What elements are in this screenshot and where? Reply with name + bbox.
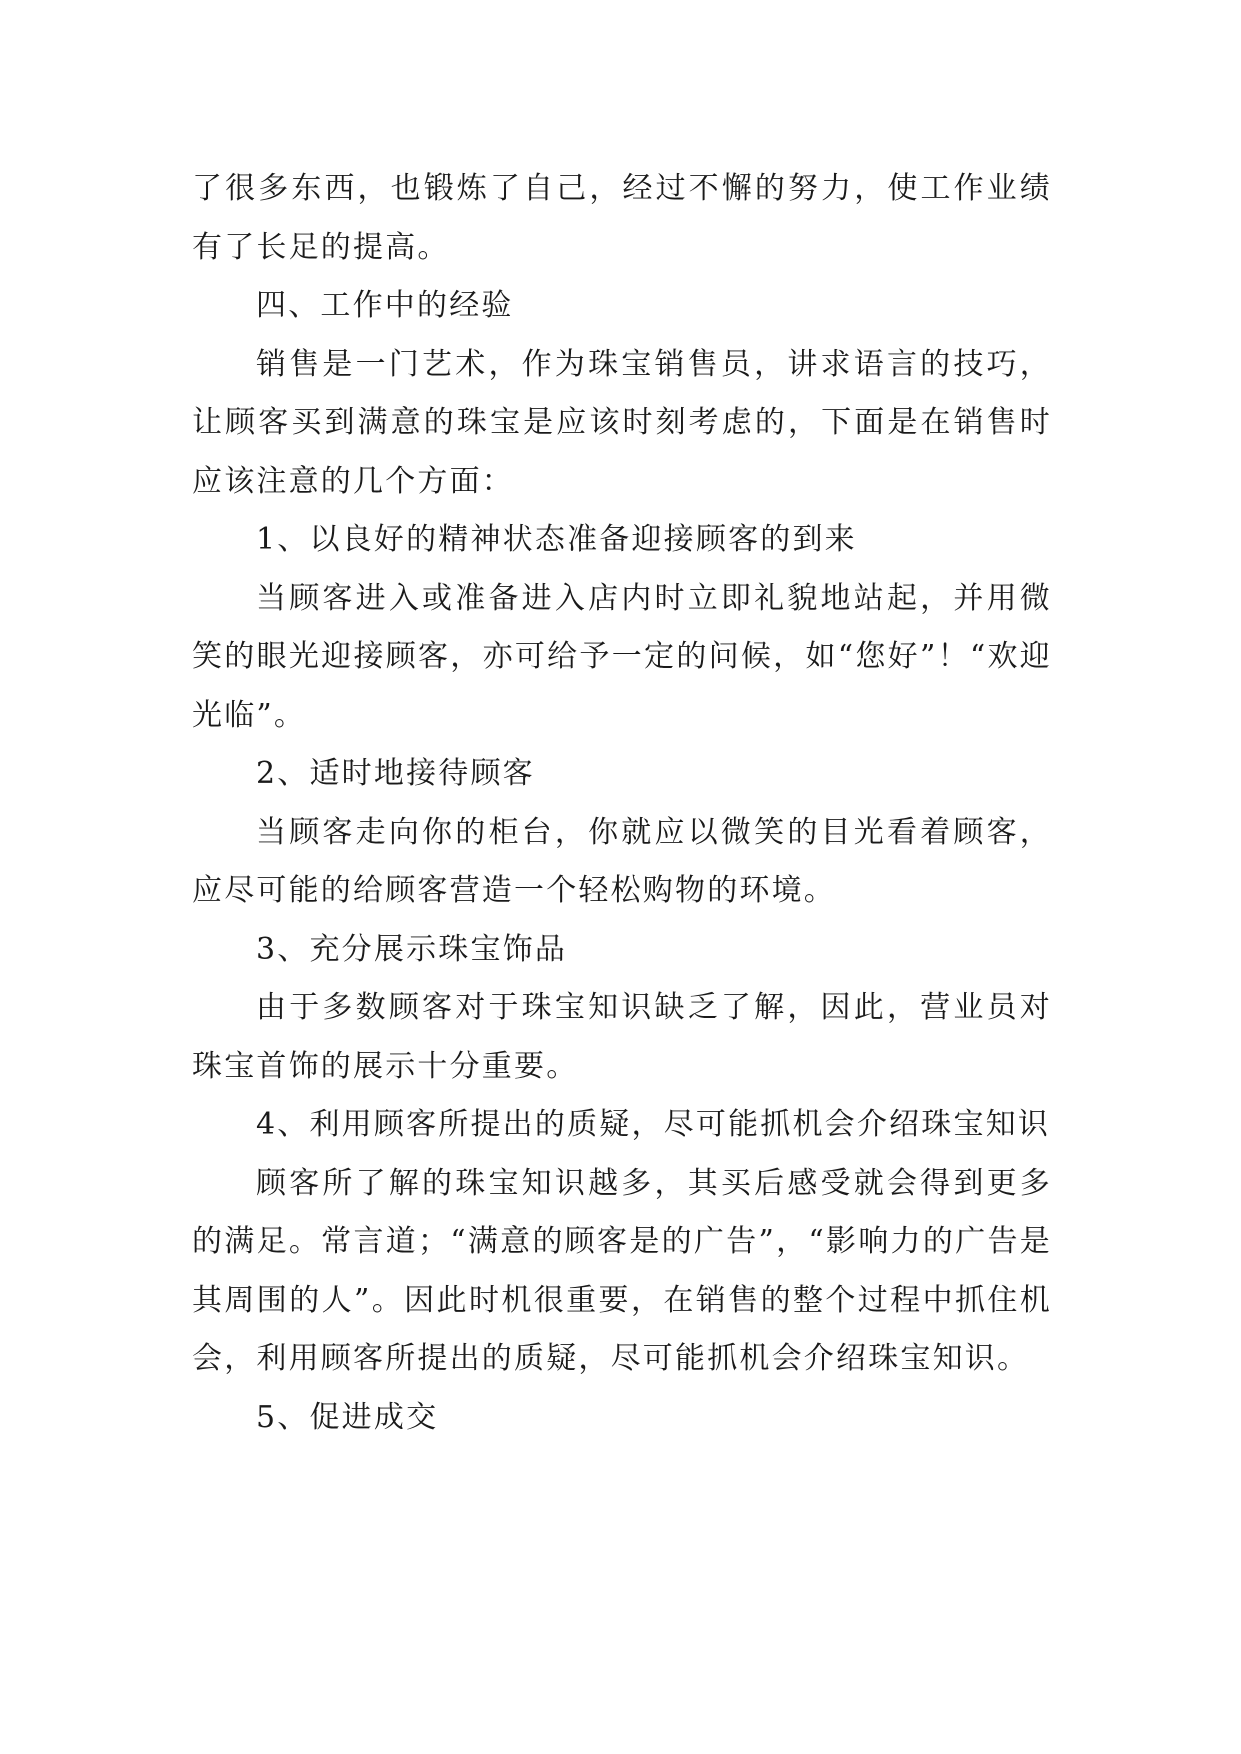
list-item-heading: 2、适时地接待顾客 <box>256 756 535 791</box>
paragraph-continued: 了很多东西，也锻炼了自己，经过不懈的努力，使工作业绩有了长足的提高。 <box>192 171 1052 265</box>
paragraph: 顾客所了解的珠宝知识越多，其买后感受就会得到更多的满足。常言道；“满意的顾客是的广告”，“影响力的广告是其周围的人”。因此时机很重要，在销售的整个过程中抓住机会，利用顾客所提出的质疑，尽可能抓机会介绍珠宝知识。 <box>192 1165 1052 1376</box>
paragraph: 销售是一门艺术，作为珠宝销售员，讲求语言的技巧，让顾客买到满意的珠宝是应该时刻考虑的，下面是在销售时应该注意的几个方面： <box>192 346 1052 499</box>
document-body <box>192 160 1052 1447</box>
paragraph: 由于多数顾客对于珠宝知识缺乏了解，因此，营业员对珠宝首饰的展示十分重要。 <box>192 990 1052 1084</box>
paragraph: 当顾客进入或准备进入店内时立即礼貌地站起，并用微笑的眼光迎接顾客，亦可给予一定的问候，如“您好”！“欢迎光临”。 <box>192 580 1052 733</box>
list-item-heading: 5、促进成交 <box>256 1399 439 1435</box>
list-item-heading: 4、利用顾客所提出的质疑，尽可能抓机会介绍珠宝知识 <box>256 1107 1051 1142</box>
list-item-heading: 3、充分展示珠宝饰品 <box>256 931 568 967</box>
list-item-heading: 1、以良好的精神状态准备迎接顾客的到来 <box>256 522 857 557</box>
paragraph: 当顾客走向你的柜台，你就应以微笑的目光看着顾客，应尽可能的给顾客营造一个轻松购物的环境。 <box>192 814 1052 908</box>
section-heading: 四、工作中的经验 <box>256 288 514 323</box>
